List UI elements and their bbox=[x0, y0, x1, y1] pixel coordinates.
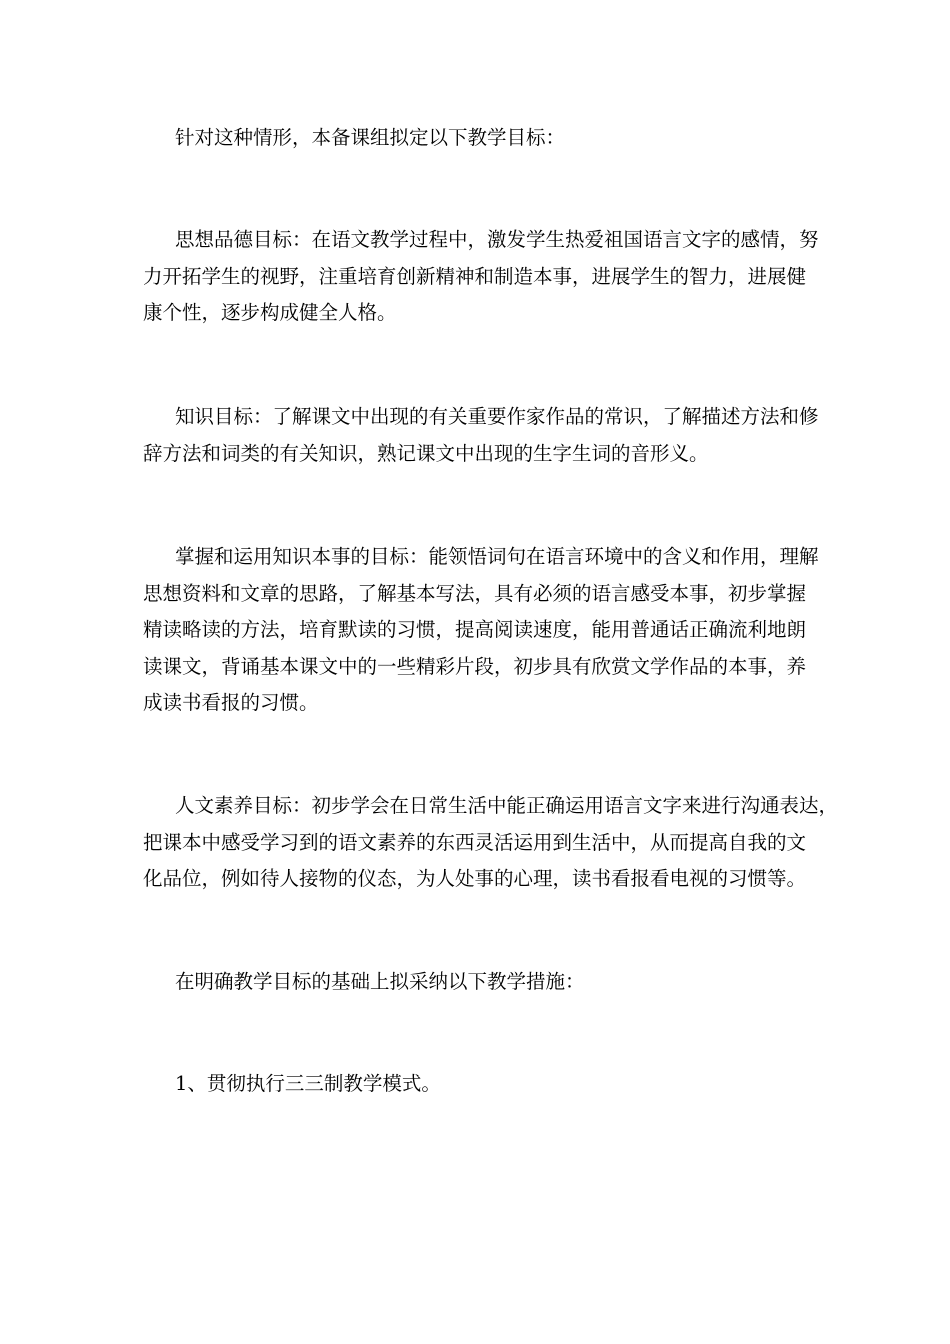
text-line: 力开拓学生的视野，注重培育创新精神和制造本事，进展学生的智力，进展健 bbox=[143, 264, 807, 288]
paragraph-measures-intro bbox=[143, 964, 807, 1001]
paragraph-knowledge-goal bbox=[143, 399, 819, 472]
text-line: 康个性，逐步构成健全人格。 bbox=[143, 301, 397, 324]
text-line: 成读书看报的习惯。 bbox=[143, 691, 319, 714]
text-line: 掌握和运用知识本事的目标：能领悟词句在语言环境中的含义和作用，理解 bbox=[175, 545, 819, 568]
text-line: 思想资料和文章的思路，了解基本写法，具有必须的语言感受本事，初步掌握 bbox=[143, 581, 807, 605]
text-line: 人文素养目标：初步学会在日常生活中能正确运用语言文字来进行沟通表达， bbox=[175, 794, 839, 817]
text-line: 知识目标：了解课文中出现的有关重要作家作品的常识，了解描述方法和修 bbox=[175, 405, 819, 428]
text-line: 把课本中感受学习到的语文素养的东西灵活运用到生活中，从而提高自我的文 bbox=[143, 830, 807, 854]
text-line: 读课文，背诵基本课文中的一些精彩片段，初步具有欣赏文学作品的本事，养 bbox=[143, 654, 807, 678]
paragraph-intro bbox=[143, 120, 807, 157]
paragraph-skill-goal bbox=[143, 539, 819, 722]
paragraph-humanities-goal bbox=[143, 788, 839, 898]
text-line: 针对这种情形，本备课组拟定以下教学目标： bbox=[175, 126, 566, 149]
text-line: 在明确教学目标的基础上拟采纳以下教学措施： bbox=[175, 970, 585, 993]
list-item: 1、贯彻执行三三制教学模式。 bbox=[175, 1072, 441, 1095]
text-line: 思想品德目标：在语文教学过程中，激发学生热爱祖国语言文字的感情，努 bbox=[175, 228, 819, 251]
paragraph-moral-goal bbox=[143, 222, 819, 332]
paragraph-measure-1 bbox=[143, 1066, 807, 1103]
text-line: 辞方法和词类的有关知识，熟记课文中出现的生字生词的音形义。 bbox=[143, 441, 709, 465]
text-line: 精读略读的方法，培育默读的习惯，提高阅读速度，能用普通话正确流利地朗 bbox=[143, 618, 807, 641]
text-line: 化品位，例如待人接物的仪态，为人处事的心理，读书看报看电视的习惯等。 bbox=[143, 867, 807, 890]
